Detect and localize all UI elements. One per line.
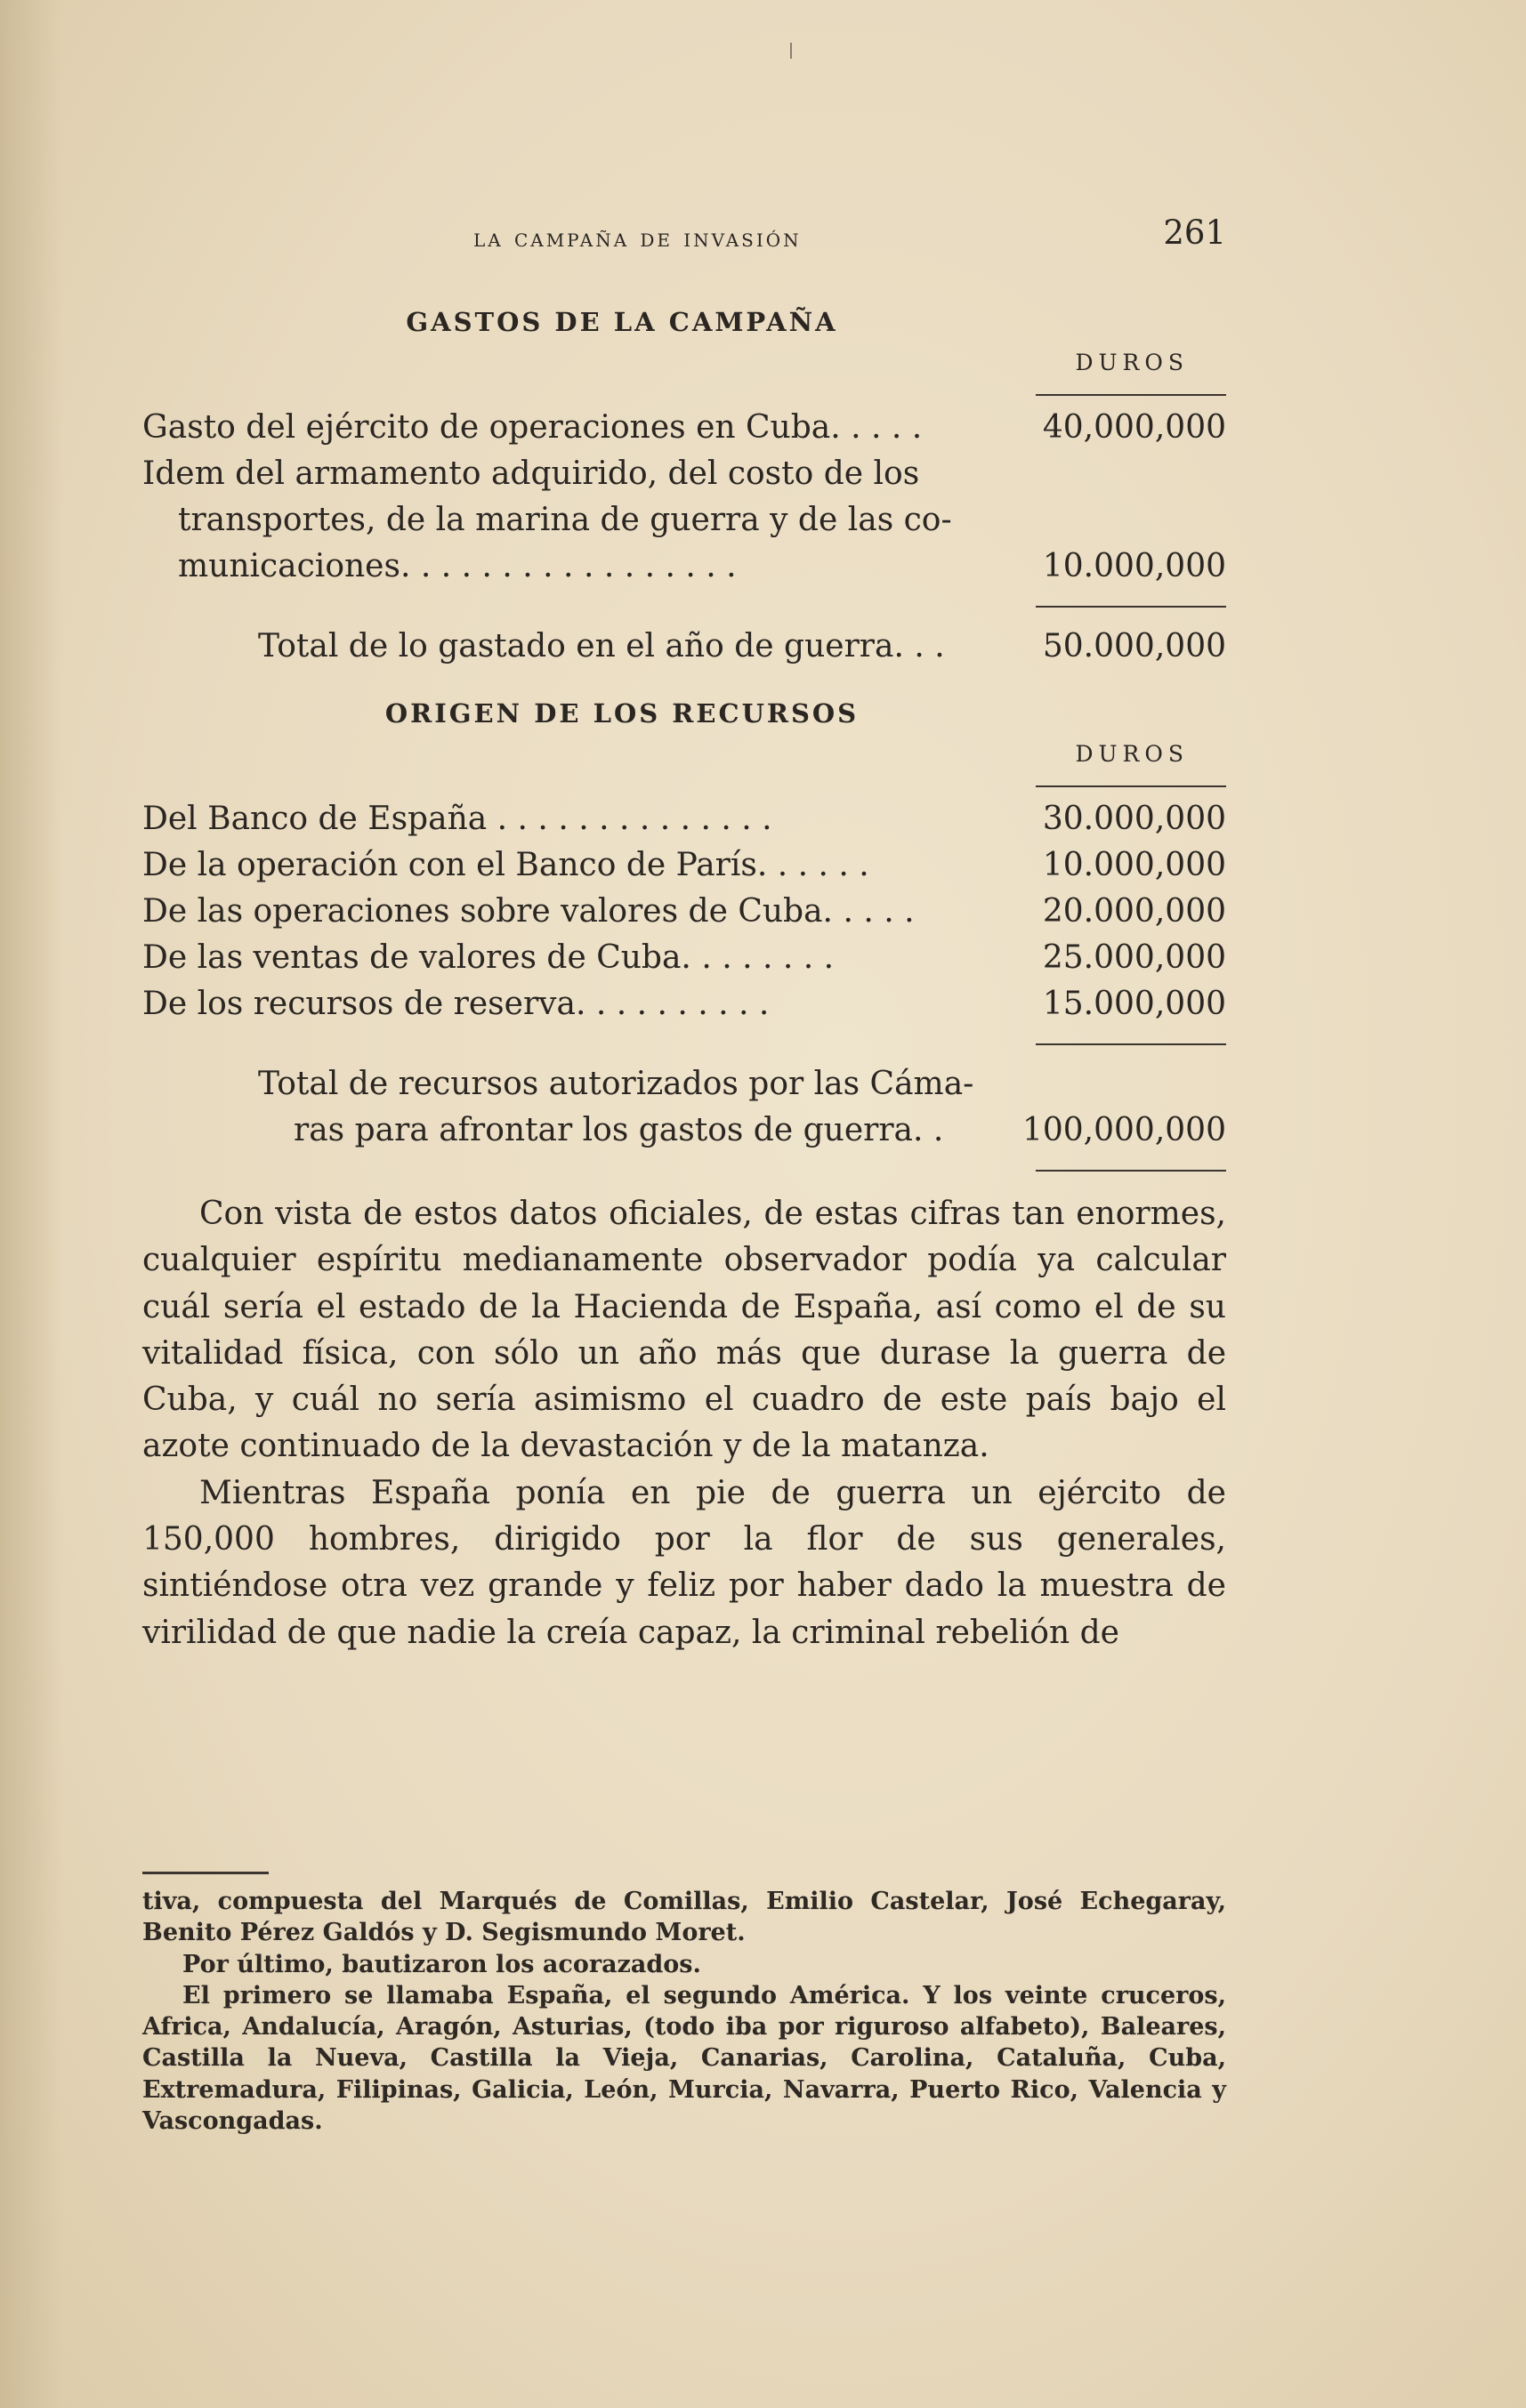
gastos-total-row	[142, 624, 1226, 670]
footnotes	[142, 1886, 1226, 2137]
origen-row	[142, 842, 1226, 889]
gastos-row-label: Gasto del ejército de operaciones en Cuba. . . . .	[142, 409, 923, 446]
gastos-sum-rule	[1036, 606, 1226, 608]
gastos-total-label: Total de lo gastado en el año de guerra. . .	[258, 628, 945, 664]
gastos-row-label: municaciones. . . . . . . . . . . . . . . . .	[178, 548, 737, 584]
footnote-rule	[142, 1872, 269, 1874]
origen-sum-rule	[1036, 1043, 1226, 1045]
body-paragraph: Mientras España ponía en pie de guerra un ejército de 150,000 hombres, dirigido por la flor de sus generales, sintiéndose otra vez grande y feliz por haber dado la muestra de virilidad de que nadie la creía capaz, la criminal rebelión de	[142, 1474, 1226, 1651]
origen-row-label: Del Banco de España . . . . . . . . . . . . . .	[142, 801, 772, 837]
origen-unit-rule	[1036, 785, 1226, 787]
origen-row-amount: 20.000,000	[1042, 893, 1226, 930]
origen-row	[142, 889, 1226, 935]
gastos-unit-label: DUROS	[1075, 350, 1189, 375]
gastos-row-amount: 10.000,000	[1042, 548, 1226, 584]
page-content	[142, 307, 1226, 1656]
origen-total-row	[142, 1107, 1226, 1154]
origen-total-amount: 100,000,000	[1021, 1112, 1226, 1148]
origen-row-amount: 10.000,000	[1042, 847, 1226, 883]
footnote-text: El primero se llamaba España, el segundo América. Y los veinte cruceros, Africa, Andalucía, Aragón, Asturias, (todo iba por riguroso alfabeto), Baleares, Castilla la Nueva, Castilla la Vieja, Canarias, Carolina, Cataluña, Cuba, Extremadura, Filipinas, Galicia, León, Murcia, Navarra, Puerto Rico, Valencia y Vascongadas.	[142, 1981, 1226, 2136]
body-paragraph: Con vista de estos datos oficiales, de estas cifras tan enormes, cualquier espíritu medianamente observador podía ya calcular cuál sería el estado de la Hacienda de España, así como el de su vitalidad física, con sólo un año más que durase la guerra de Cuba, y cuál no sería asimismo el cuadro de este país bajo el azote continuado de la devastación y de la matanza.	[142, 1196, 1226, 1465]
gastos-total-amount: 50.000,000	[1042, 628, 1226, 664]
footnote-text: Por último, bautizaron los acorazados.	[182, 1950, 701, 1978]
origen-total-label-line2: ras para afrontar los gastos de guerra. .	[294, 1112, 944, 1148]
page-header	[142, 213, 1226, 258]
gastos-unit-rule	[1036, 394, 1226, 396]
running-title: la campaña de invasión	[473, 222, 802, 253]
footnote-text: tiva, compuesta del Marqués de Comillas, Emilio Castelar, José Echegaray, Benito Pérez Galdós y D. Segismundo Moret.	[142, 1888, 1226, 1947]
gastos-title: GASTOS DE LA CAMPAÑA	[406, 307, 838, 337]
page-gutter-shadow	[0, 0, 62, 2408]
origen-row-label: De la operación con el Banco de París. . . . . .	[142, 847, 869, 883]
gastos-row	[142, 451, 1226, 497]
origen-row	[142, 796, 1226, 842]
origen-unit-label: DUROS	[1075, 741, 1189, 767]
origen-title: ORIGEN DE LOS RECURSOS	[384, 698, 860, 729]
gastos-row	[142, 405, 1226, 451]
gastos-row	[142, 497, 1226, 544]
origen-unit-header	[142, 734, 1226, 796]
ink-mark	[790, 43, 792, 59]
page-number: 261	[1163, 213, 1226, 252]
origen-row	[142, 981, 1226, 1027]
gastos-row-label: Idem del armamento adquirido, del costo de los	[142, 455, 920, 492]
origen-total-row	[142, 1061, 1226, 1107]
gastos-row	[142, 544, 1226, 590]
origen-row	[142, 935, 1226, 981]
body-text	[142, 1191, 1226, 1656]
origen-row-label: De los recursos de reserva. . . . . . . . . .	[142, 986, 770, 1022]
origen-row-amount: 30.000,000	[1042, 801, 1226, 837]
gastos-unit-header	[142, 342, 1226, 405]
origen-row-label: De las operaciones sobre valores de Cuba. . . . .	[142, 893, 915, 930]
origen-row-amount: 15.000,000	[1042, 986, 1226, 1022]
origen-row-label: De las ventas de valores de Cuba. . . . . . . .	[142, 939, 835, 976]
origen-row-amount: 25.000,000	[1042, 939, 1226, 976]
origen-total-label-line1: Total de recursos autorizados por las Cáma-	[258, 1066, 974, 1102]
gastos-row-label: transportes, de la marina de guerra y de las co-	[178, 502, 952, 538]
origen-total-rule	[1036, 1170, 1226, 1172]
gastos-row-amount: 40,000,000	[1042, 409, 1226, 446]
